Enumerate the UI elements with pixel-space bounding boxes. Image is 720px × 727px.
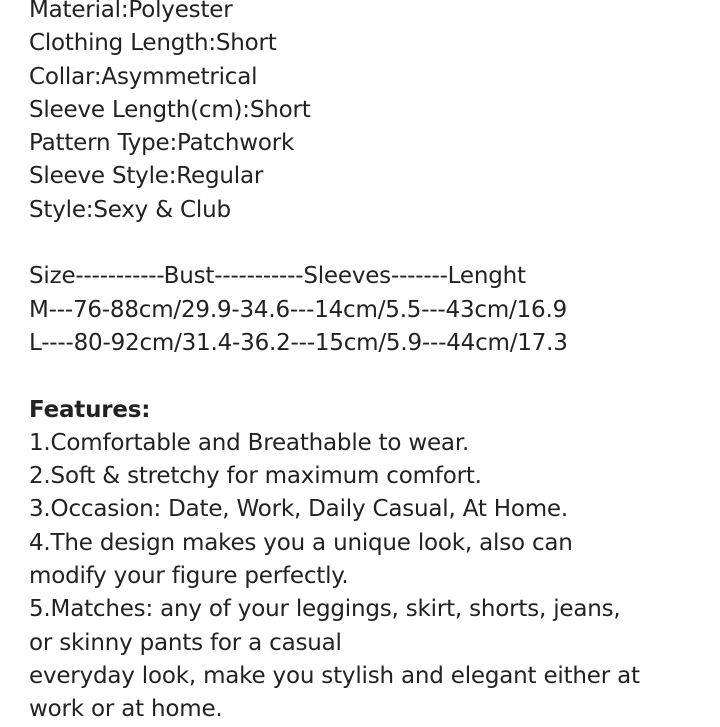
size-chart-header: Size-----------Bust-----------Sleeves-------Lenght (29, 263, 526, 290)
spec-collar: Collar:Asymmetrical (29, 63, 258, 90)
features-heading: Features: (29, 396, 151, 423)
size-row-l: L----80-92cm/31.4-36.2---15cm/5.9---44cm/17.3 (29, 329, 568, 356)
feature-line: 4.The design makes you a unique look, also can (29, 529, 573, 556)
spec-material: Material:Polyester (29, 0, 233, 23)
feature-line: modify your figure perfectly. (29, 563, 349, 590)
spec-pattern-type: Pattern Type:Patchwork (29, 130, 295, 157)
feature-line: 1.Comfortable and Breathable to wear. (29, 429, 470, 456)
spec-style: Style:Sexy & Club (29, 196, 231, 223)
product-description (29, 0, 709, 727)
size-row-m: M---76-88cm/29.9-34.6---14cm/5.5---43cm/16.9 (29, 296, 568, 323)
size-chart (29, 260, 709, 360)
spec-list (29, 0, 709, 227)
feature-line: 5.Matches: any of your leggings, skirt, shorts, jeans, (29, 596, 621, 623)
feature-line: or skinny pants for a casual (29, 629, 342, 656)
spec-sleeve-length: Sleeve Length(cm):Short (29, 96, 311, 123)
spec-sleeve-style: Sleeve Style:Regular (29, 163, 264, 190)
spacer (29, 227, 709, 260)
feature-line: work or at home. (29, 696, 223, 723)
features-section (29, 394, 709, 727)
spec-clothing-length: Clothing Length:Short (29, 30, 277, 57)
feature-line: 2.Soft & stretchy for maximum comfort. (29, 463, 482, 490)
feature-line: 3.Occasion: Date, Work, Daily Casual, At Home. (29, 496, 568, 523)
spacer (29, 360, 709, 393)
feature-line: everyday look, make you stylish and elegant either at (29, 662, 640, 689)
